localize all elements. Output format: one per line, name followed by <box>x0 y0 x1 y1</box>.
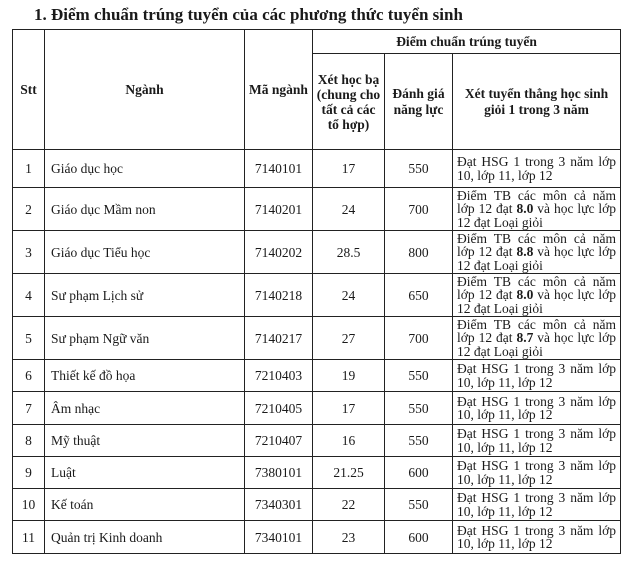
cell-hoc-ba: 28.5 <box>313 231 385 274</box>
header-diem-chuan-group: Điểm chuẩn trúng tuyển <box>313 30 621 54</box>
cell-nang-luc: 550 <box>385 425 453 457</box>
table-row <box>13 360 621 392</box>
section-heading: 1. Điểm chuẩn trúng tuyển của các phương thức tuyển sinh <box>34 5 463 24</box>
cell-nganh: Luật <box>45 457 245 489</box>
cell-ma-nganh: 7340301 <box>245 489 313 521</box>
cell-hoc-ba: 16 <box>313 425 385 457</box>
cell-tuyen-thang: Đạt HSG 1 trong 3 năm lớp 10, lớp 11, lớp 12 <box>453 489 621 521</box>
cell-stt: 9 <box>13 457 45 489</box>
cell-stt: 3 <box>13 231 45 274</box>
cell-stt: 10 <box>13 489 45 521</box>
cell-tuyen-thang <box>453 188 621 231</box>
cell-nang-luc: 650 <box>385 274 453 317</box>
cell-ma-nganh: 7140101 <box>245 150 313 188</box>
cell-stt: 2 <box>13 188 45 231</box>
tuyen-thang-score: 8.8 <box>516 244 534 260</box>
cell-hoc-ba: 23 <box>313 521 385 554</box>
cell-nganh: Kế toán <box>45 489 245 521</box>
cell-nganh: Sư phạm Lịch sử <box>45 274 245 317</box>
header-ma-nganh: Mã ngành <box>245 30 313 150</box>
tuyen-thang-text: và học lực lớp 12 đạt Loại giỏi <box>457 330 617 359</box>
cell-ma-nganh: 7210407 <box>245 425 313 457</box>
cell-nganh: Giáo dục học <box>45 150 245 188</box>
cell-nganh: Thiết kế đồ họa <box>45 360 245 392</box>
cell-hoc-ba: 22 <box>313 489 385 521</box>
cell-hoc-ba: 24 <box>313 274 385 317</box>
table-row <box>13 317 621 360</box>
cell-ma-nganh: 7140201 <box>245 188 313 231</box>
cell-stt: 11 <box>13 521 45 554</box>
cell-nang-luc: 700 <box>385 188 453 231</box>
tuyen-thang-text: và học lực lớp 12 đạt Loại giỏi <box>457 287 617 316</box>
tuyen-thang-text: Điểm TB các môn cả năm lớp 12 đạt <box>457 187 617 217</box>
cell-hoc-ba: 17 <box>313 392 385 425</box>
cell-tuyen-thang: Đạt HSG 1 trong 3 năm lớp 10, lớp 11, lớp 12 <box>453 392 621 425</box>
table-row <box>13 392 621 425</box>
admission-scores-table <box>12 29 621 554</box>
tuyen-thang-score: 8.0 <box>516 287 534 303</box>
tuyen-thang-score: 8.7 <box>516 330 534 346</box>
cell-tuyen-thang: Đạt HSG 1 trong 3 năm lớp 10, lớp 11, lớp 12 <box>453 521 621 554</box>
tuyen-thang-score: 8.0 <box>516 201 534 217</box>
tuyen-thang-text: và học lực lớp 12 đạt Loại giỏi <box>457 244 617 273</box>
header-tuyen-thang: Xét tuyển thẳng học sinh giỏi 1 trong 3 năm <box>453 54 621 150</box>
cell-stt: 5 <box>13 317 45 360</box>
cell-nang-luc: 550 <box>385 150 453 188</box>
cell-tuyen-thang: Đạt HSG 1 trong 3 năm lớp 10, lớp 11, lớp 12 <box>453 150 621 188</box>
cell-nganh: Mỹ thuật <box>45 425 245 457</box>
header-nang-luc: Đánh giá năng lực <box>385 54 453 150</box>
cell-ma-nganh: 7140217 <box>245 317 313 360</box>
table-row <box>13 457 621 489</box>
cell-ma-nganh: 7210405 <box>245 392 313 425</box>
cell-nang-luc: 700 <box>385 317 453 360</box>
cell-ma-nganh: 7210403 <box>245 360 313 392</box>
table-row <box>13 188 621 231</box>
tuyen-thang-text: Điểm TB các môn cả năm lớp 12 đạt <box>457 230 617 260</box>
cell-nang-luc: 600 <box>385 457 453 489</box>
tuyen-thang-text: và học lực lớp 12 đạt Loại giỏi <box>457 201 617 230</box>
table-row <box>13 425 621 457</box>
cell-ma-nganh: 7380101 <box>245 457 313 489</box>
cell-nang-luc: 550 <box>385 360 453 392</box>
cell-tuyen-thang <box>453 274 621 317</box>
table-row <box>13 521 621 554</box>
table-row <box>13 150 621 188</box>
cell-tuyen-thang: Đạt HSG 1 trong 3 năm lớp 10, lớp 11, lớp 12 <box>453 425 621 457</box>
cell-ma-nganh: 7140218 <box>245 274 313 317</box>
cell-hoc-ba: 24 <box>313 188 385 231</box>
cell-nganh: Giáo dục Mầm non <box>45 188 245 231</box>
cell-nganh: Quản trị Kinh doanh <box>45 521 245 554</box>
cell-tuyen-thang <box>453 317 621 360</box>
cell-nganh: Sư phạm Ngữ văn <box>45 317 245 360</box>
cell-nganh: Âm nhạc <box>45 392 245 425</box>
cell-hoc-ba: 27 <box>313 317 385 360</box>
cell-nang-luc: 800 <box>385 231 453 274</box>
table-row <box>13 274 621 317</box>
cell-hoc-ba: 21.25 <box>313 457 385 489</box>
table-row <box>13 231 621 274</box>
table-row <box>13 489 621 521</box>
cell-hoc-ba: 19 <box>313 360 385 392</box>
cell-tuyen-thang <box>453 231 621 274</box>
header-nganh: Ngành <box>45 30 245 150</box>
cell-stt: 6 <box>13 360 45 392</box>
tuyen-thang-text: Điểm TB các môn cả năm lớp 12 đạt <box>457 316 617 346</box>
cell-tuyen-thang: Đạt HSG 1 trong 3 năm lớp 10, lớp 11, lớp 12 <box>453 360 621 392</box>
cell-nang-luc: 550 <box>385 392 453 425</box>
cell-ma-nganh: 7140202 <box>245 231 313 274</box>
tuyen-thang-text: Điểm TB các môn cả năm lớp 12 đạt <box>457 273 617 303</box>
header-hoc-ba: Xét học bạ (chung cho tất cả các tổ hợp) <box>313 54 385 150</box>
cell-stt: 1 <box>13 150 45 188</box>
cell-hoc-ba: 17 <box>313 150 385 188</box>
cell-tuyen-thang: Đạt HSG 1 trong 3 năm lớp 10, lớp 11, lớp 12 <box>453 457 621 489</box>
cell-stt: 8 <box>13 425 45 457</box>
cell-stt: 7 <box>13 392 45 425</box>
cell-nang-luc: 600 <box>385 521 453 554</box>
cell-nang-luc: 550 <box>385 489 453 521</box>
cell-stt: 4 <box>13 274 45 317</box>
header-stt: Stt <box>13 30 45 150</box>
cell-nganh: Giáo dục Tiểu học <box>45 231 245 274</box>
cell-ma-nganh: 7340101 <box>245 521 313 554</box>
